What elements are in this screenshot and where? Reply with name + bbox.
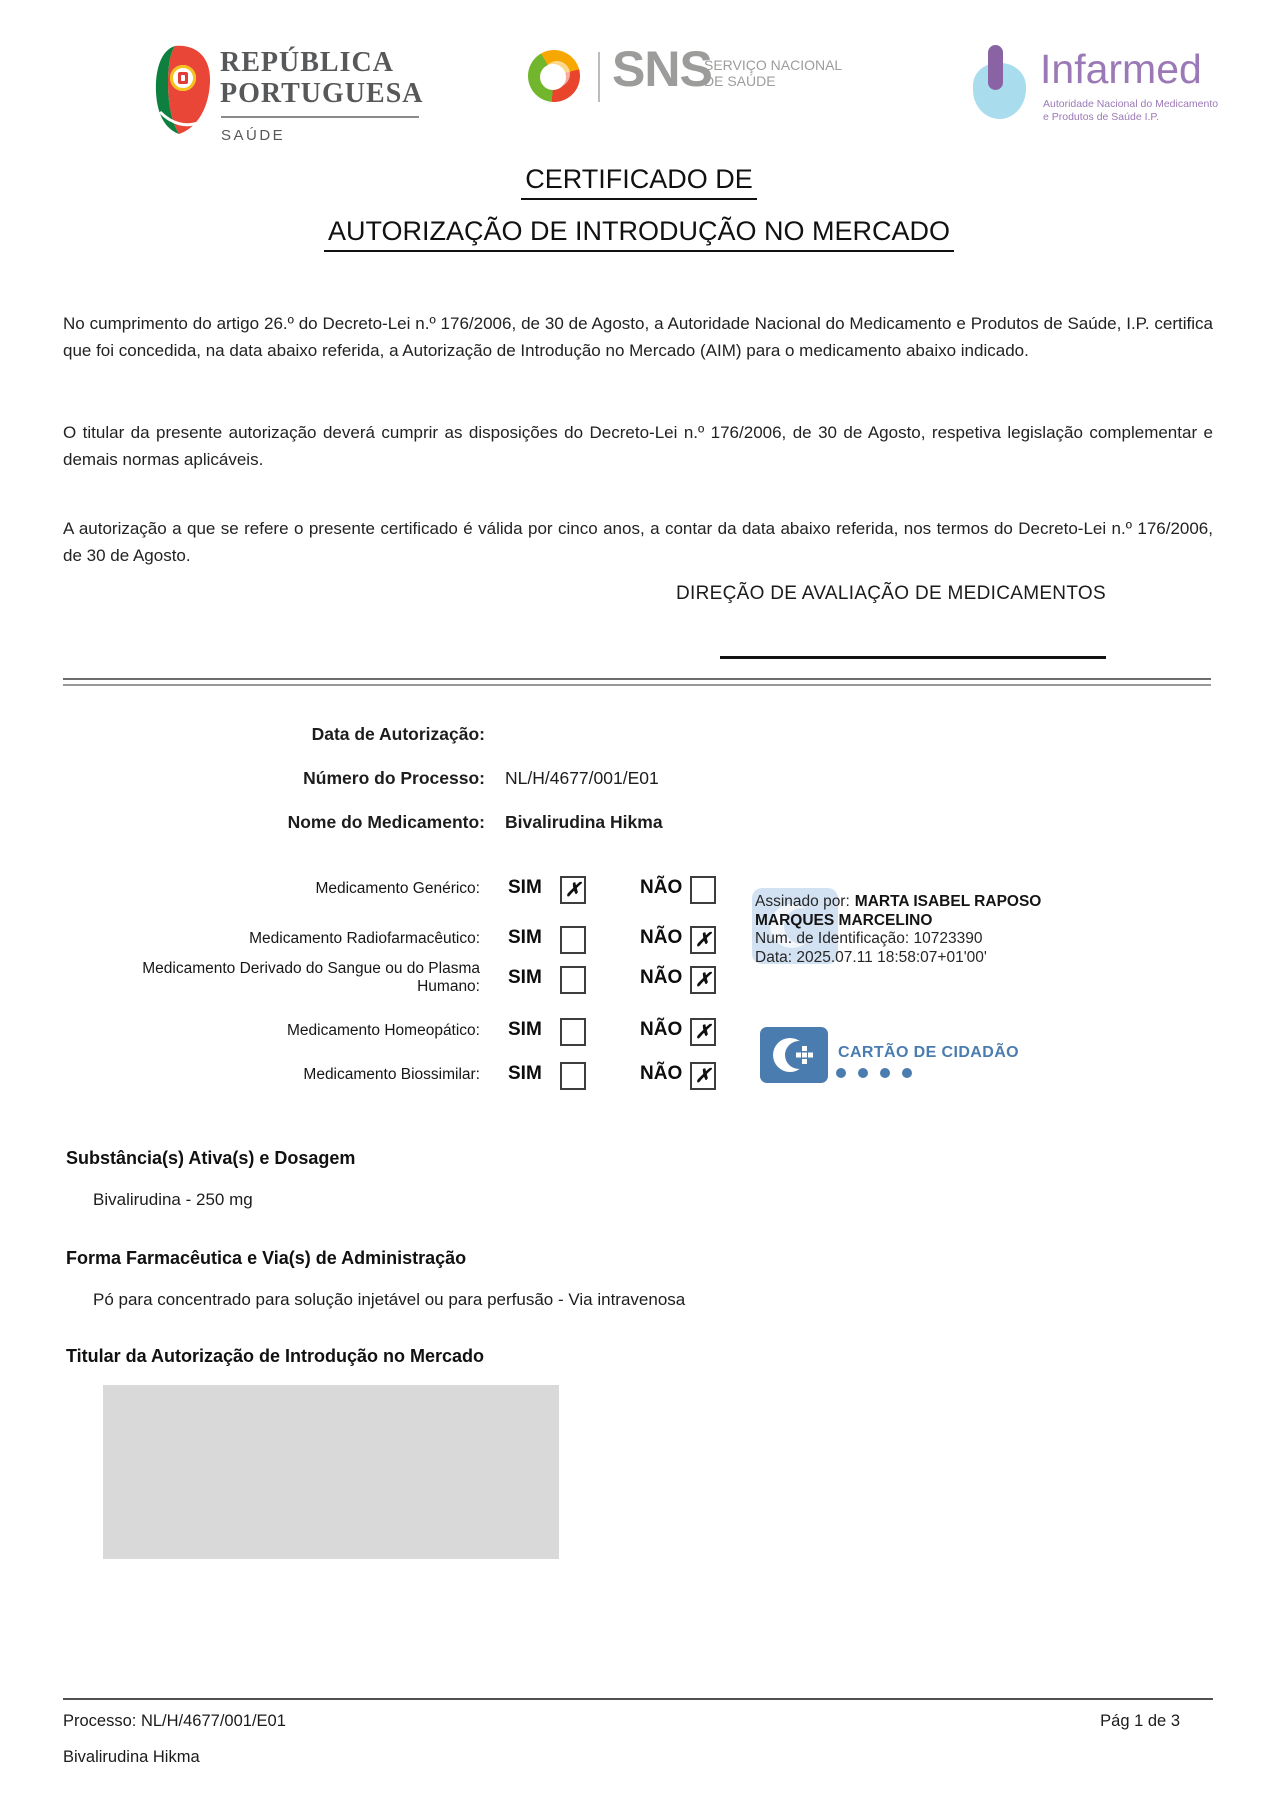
section-divider-rule — [63, 678, 1211, 686]
infarmed-tagline-line2: e Produtos de Saúde I.P. — [1043, 111, 1159, 123]
field-label-nome-medicamento: Nome do Medicamento: — [287, 812, 485, 832]
yes-checkbox-biossimilar — [560, 1062, 586, 1090]
field-value-numero-processo: NL/H/4677/001/E01 — [505, 768, 659, 788]
checkbox-label-homeopatico: Medicamento Homeopático: — [287, 1022, 480, 1039]
citizen-card-logo-icon — [760, 1027, 828, 1083]
no-label: NÃO — [640, 1019, 683, 1040]
republica-line1: REPÚBLICA — [220, 47, 394, 78]
footer-page-indicator: Pág 1 de 3 — [1100, 1712, 1180, 1730]
infarmed-logo-rod — [988, 45, 1003, 90]
checkbox-label-radiofarmaceutico: Medicamento Radiofarmacêutico: — [249, 930, 480, 947]
republica-subtitle: SAÚDE — [221, 127, 286, 144]
republica-divider — [221, 116, 419, 118]
field-label-data-autorizacao: Data de Autorização: — [311, 724, 485, 744]
portugal-flag-logo — [152, 44, 214, 136]
yes-label: SIM — [508, 1019, 542, 1040]
yes-label: SIM — [508, 877, 542, 898]
paragraph-2: O titular da presente autorização deverá cumprir as disposições do Decreto-Lei n.º 176/2006, de 30 de Agosto, respetiva legislação complementar e demais normas aplicáveis. — [63, 423, 1213, 469]
no-label: NÃO — [640, 877, 683, 898]
republica-line2: PORTUGUESA — [220, 78, 424, 109]
sns-tagline — [704, 57, 842, 89]
yes-checkbox-derivado-sangue — [560, 966, 586, 994]
section-content-substancia: Bivalirudina - 250 mg — [93, 1190, 253, 1209]
no-label: NÃO — [640, 1063, 683, 1084]
infarmed-tagline-line1: Autoridade Nacional do Medicamento — [1043, 98, 1219, 110]
footer-process: Processo: NL/H/4677/001/E01 — [63, 1712, 286, 1730]
yes-checkbox-generico: ✗ — [560, 876, 586, 904]
signer-name: MARTA ISABEL RAPOSO MARQUES MARCELINO — [755, 893, 1042, 929]
paragraph-3: A autorização a que se refere o presente certificado é válida por cinco anos, a contar da data abaixo referida, nos termos do Decreto-Lei n.º 176/2006, de 30 de Agosto. — [63, 519, 1213, 565]
infarmed-tagline — [1043, 98, 1218, 124]
no-label: NÃO — [640, 967, 683, 988]
yes-label: SIM — [508, 967, 542, 988]
yes-label: SIM — [508, 1063, 542, 1084]
dot-icon — [836, 1068, 846, 1078]
section-heading-titular: Titular da Autorização de Introdução no Mercado — [66, 1346, 485, 1366]
citizen-card-dots — [836, 1068, 912, 1078]
sns-logo-icon — [528, 50, 580, 102]
footer-product: Bivalirudina Hikma — [63, 1748, 200, 1766]
section-heading-forma: Forma Farmacêutica e Via(s) de Administração — [66, 1248, 467, 1268]
sns-tagline-line2: DE SAÚDE — [704, 73, 776, 89]
footer-line1 — [63, 1712, 1180, 1731]
yes-label: SIM — [508, 927, 542, 948]
checkbox-label-derivado-sangue: Medicamento Derivado do Sangue ou do Plasma Humano: — [142, 960, 480, 995]
no-checkbox-biossimilar: ✗ — [690, 1062, 716, 1090]
no-checkbox-homeopatico: ✗ — [690, 1018, 716, 1046]
paragraph-1: No cumprimento do artigo 26.º do Decreto-Lei n.º 176/2006, de 30 de Agosto, a Autoridade Nacional do Medicamento e Produtos de Saúde, I.P. certifica que foi concedida, na data abaixo referida, a Autorização de Introdução no Mercado (AIM) para o medicamento abaixo indicado. — [63, 314, 1213, 360]
signer-id: Num. de Identificação: 10723390 — [755, 930, 983, 947]
field-value-nome-medicamento: Bivalirudina Hikma — [505, 812, 663, 832]
signed-by-label: Assinado por: — [755, 893, 850, 910]
signature-date: Data: 2025.07.11 18:58:07+01'00' — [755, 948, 987, 966]
section-content-forma: Pó para concentrado para solução injetável ou para perfusão - Via intravenosa — [93, 1290, 686, 1309]
no-label: NÃO — [640, 927, 683, 948]
footer-rule — [63, 1698, 1213, 1700]
sns-logo-divider — [598, 52, 600, 102]
sns-abbr: SNS — [612, 41, 712, 97]
dot-icon — [858, 1068, 868, 1078]
yes-checkbox-homeopatico — [560, 1018, 586, 1046]
section-heading-substancia: Substância(s) Ativa(s) e Dosagem — [66, 1148, 356, 1168]
infarmed-name: Infarmed — [1040, 46, 1202, 92]
no-checkbox-radiofarmaceutico: ✗ — [690, 926, 716, 954]
yes-checkbox-radiofarmaceutico — [560, 926, 586, 954]
department-title: DIREÇÃO DE AVALIAÇÃO DE MEDICAMENTOS — [676, 583, 1106, 604]
checkbox-label-generico: Medicamento Genérico: — [315, 880, 480, 897]
signature-line — [720, 656, 1106, 659]
certificate-title-line2: AUTORIZAÇÃO DE INTRODUÇÃO NO MERCADO — [63, 216, 1215, 252]
citizen-card-label: CARTÃO DE CIDADÃO — [838, 1044, 1020, 1061]
sns-tagline-line1: SERVIÇO NACIONAL — [704, 57, 843, 73]
dot-icon — [902, 1068, 912, 1078]
redacted-box — [103, 1385, 559, 1559]
certificate-title-line1: CERTIFICADO DE — [63, 164, 1215, 200]
no-checkbox-derivado-sangue: ✗ — [690, 966, 716, 994]
dot-icon — [880, 1068, 890, 1078]
signature-block — [755, 893, 1121, 967]
checkbox-label-biossimilar: Medicamento Biossimilar: — [303, 1066, 480, 1083]
field-label-numero-processo: Número do Processo: — [303, 768, 485, 788]
republica-portuguesa-title — [220, 47, 423, 109]
no-checkbox-generico — [690, 876, 716, 904]
